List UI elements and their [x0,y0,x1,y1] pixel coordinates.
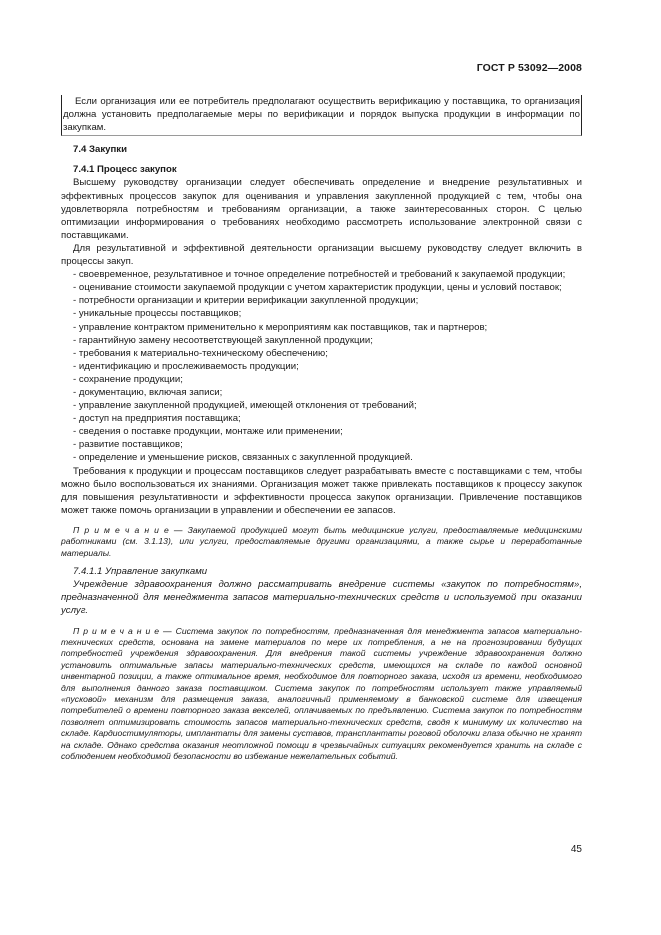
list-item: - гарантийную замену несоответствующей закупленной продукции; [73,334,373,346]
list-item: - оценивание стоимости закупаемой продукции с учетом характеристик продукции, цены и условий поставок; [73,282,562,294]
list-item: - уникальные процессы поставщиков; [73,308,242,320]
page-content [61,95,582,762]
boxed-paragraph: Если организация или ее потребитель предполагают осуществить верификацию у поставщика, то организация должна установить предполагаемые меры по верификации и порядок выпуска продукции в информации по закупкам. [63,96,580,134]
list-item: - управление закупленной продукцией, имеющей отклонения от требований; [73,400,417,412]
list-item: - своевременное, результативное и точное определение потребностей и требований к закупаемой продукции; [73,269,566,281]
list-item: - сведения о поставке продукции, монтаже или применении; [73,426,343,438]
list-item: - идентификацию и прослеживаемость продукции; [73,360,299,372]
list-item: - определение и уменьшение рисков, связанных с закупленной продукцией. [73,452,413,464]
note-2: П р и м е ч а н и е — Система закупок по потребностям, предназначенная для менеджмента запасов материально-технических средств, основана на замене материалов по мере их потребления, а не на прогнозировании будущих потребностей учреждения здравоохранения. Для внедрения такой системы учреждение здравоохранения должно установить оптимальные запасы материально-технических средств, имеющихся на складе по каждой основной инвентарной позиции, а также оптимальное время, необходимое для повторного заказа, исходя из времени, необходимого для выполнения данного заказа поставщиком. Система закупок по потребностям использует также управляемый «пусковой» механизм для размещения заказа, аналогичный применяемому в банковской системе для извещения потребителей о времени повторного заказа векселей, оплачиваемых по предъявлению. Система закупок по потребностям позволяет оптимизировать стоимость запасов материально-технических средств, сводя к минимуму их количество на складе. Кардиостимуляторы, имплантаты для замены суставов, трансплантаты роговой оболочки глаза обычно не хранят на складе. Однако средства оказания неотложной помощи в чрезвычайных ситуациях рекомендуется хранить на складе с соблюдением необходимой безопасности во избежание нежелательных событий. [61,625,582,761]
document-header-standard: ГОСТ Р 53092—2008 [476,62,582,74]
list-item: - потребности организации и критерии верификации закупленной продукции; [73,295,419,307]
page-number: 45 [570,844,582,855]
list-item: - требования к материально-техническому обеспечению; [73,347,328,359]
paragraph-2: Для результативной и эффективной деятельности организации высшему руководству следует включить в процессы закуп. [61,242,582,268]
requirements-list [61,268,582,464]
paragraph-3: Требования к продукции и процессам поставщиков следует разрабатывать вместе с поставщиками с тем, чтобы можно было воспользоваться их знаниями. Организация может также привлекать поставщиков к процессу закупок для повышения результативности и эффективности процесса закупок организации. Привлечение поставщиков может также помочь организации в управлении и обеспечении ее запасов. [61,465,582,516]
subsubsection-title: 7.4.1.1 Управление закупками [73,566,208,578]
list-item: - развитие поставщиков; [73,439,183,451]
boxed-note-frame [61,95,582,136]
note-1: П р и м е ч а н и е — Закупаемой продукцией могут быть медицинские услуги, предоставляемые медицинскими работниками (см. 3.1.13), или услуги, предоставляемые другими организациями, а также сырье и переработанные материалы. [61,524,582,558]
section-title: 7.4 Закупки [73,144,127,156]
paragraph-1: Высшему руководству организации следует обеспечивать определение и внедрение результативных и эффективных процессов закупок для оценивания и управления закупленной продукцией с тем, чтобы она удовлетворяла потребностям и требованиям организации, а также заинтересованных сторон. С целью оптимизации информирования о требованиях необходимо рассмотреть использование электронной связи с поставщиками. [61,177,582,241]
subsection-title: 7.4.1 Процесс закупок [73,164,177,176]
list-item: - доступ на предприятия поставщика; [73,413,241,425]
list-item: - сохранение продукции; [73,373,183,385]
list-item: - управление контрактом применительно к мероприятиям как поставщиков, так и партнеров; [73,321,488,333]
italic-paragraph: Учреждение здравоохранения должно рассматривать внедрение системы «закупок по потребностям», предназначенной для менеджмента запасов материально-технических средств и используемой при оказании услуг. [61,579,582,617]
list-item: - документацию, включая записи; [73,386,223,398]
